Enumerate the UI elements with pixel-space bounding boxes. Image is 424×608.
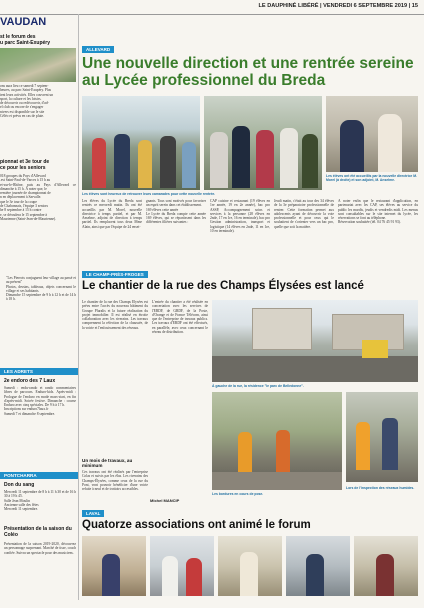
masthead-text: LE DAUPHINÉ LIBÉRÉ | VENDREDI 6 SEPTEMBRE 2019 | 15 [258,3,418,9]
article2-caption-right: Lors de l'inspection des réseaux humides. [346,486,415,490]
article1-body-col5: À noter enfin que le restaurant d'application, en partenariat avec les CAP, ses élèves au service du public les mardis, jeudis et vendredis midi. Les menus sont consultables sur le site internet du lycée, les réservations se font au téléphone. Réservation souhaitée (tél. 04 76 45 91 93). [338,199,418,225]
sidebar-pontcharra-title: Don du sang [4,482,35,488]
sidebar-presentation-text: Présentation de la saison 2019-2020, découvrez un personnage surprenant. Marché de tisse, coach confiée. Suivra un spectacle pour des musiciens. [4,542,76,555]
article3-tag: LAVAL [82,510,104,517]
article1-caption-right: Les élèves ont été accueillis par la nouvelle directrice M. Morel (à droite) et son adjoint, M. Anselme. [326,174,418,182]
article2-body-col1: Le chantier de la rue des Champs Élysées est prévu entre l'accès du nouveau bâtiment du Groupe Pluralis et la future réalisation du projet immobilier. Il est réalisé en étroite collaboration avec les riverains. Les travaux comprennent la réfection de la chaussée, de la voirie et l'enfouissement des réseaux. [82,300,148,330]
article1-photo-right [326,96,418,172]
article1-caption-left: Les élèves sont heureux de retrouver leurs camarades pour cette nouvelle rentrée. [82,192,216,196]
article2-body-col2: L'entrée du chantier a été réalisée en concertation avec les services de l'ERDF, de GRDF, de la Poste, d'Orange et de France Télécom, ainsi que de l'entreprise de travaux publics. Les travaux d'ERDF ont été effectués, en parallèle, avec ceux concernant le réseau de distribution. [152,300,208,335]
article2-photo-right [346,392,418,482]
section-label: VAUDAN [0,16,47,28]
sidebar-pontcharra-text: Mercredi 11 septembre de 8 h à 11 h 30 et de 16 h 30 à 19 h 45. Salle Jean Moulin Ancienne salle des fêtes Mercredi 11 septembre. [4,490,76,512]
article1-photo-middle [204,96,322,190]
sidebar-adrets-text: Samedi : endu-rando et rando commentaires libres de parcours. Enduro-kids. Après-midi : Prologue de l'enduro en mode mass-start, en fin d'après-midi. Soirée festive. Dimanche : course Enduro avec cinq spéciales. De 9 h à 17 h. Inscriptions sur enduro7laux.fr Samedi 7 et dimanche 8 septembre. [4,386,76,416]
article1-photo-left [82,96,200,190]
article2-subhead: Un mois de travaux, au minimum [82,458,133,469]
article3-photo-5 [354,536,418,596]
article3-photo-1 [82,536,146,596]
article3-photo-2 [150,536,214,596]
article2-tag: LE CHAMP-PRÈS-FROGES [82,271,148,278]
article1-tag: ALLEVARD [82,46,114,53]
article2-caption-top: À gauche de la rue, la résidence "le parc de Belledonne". [212,384,304,388]
article1-body-col2: gnants. Tous sont motivés pour favoriser un esprit serein dans cet établissement. 169 élèves cette année Le Lycée du Breda compte cette année 169 élèves, qui se répartissent dans les différentes filières suivantes : [146,199,206,225]
sidebar-photo [0,48,76,82]
article2-headline: Le chantier de la rue des Champs Élysées est lancé [82,280,364,292]
sidebar-quote-text: "Les Pierrots conjuguent leur village au passé et au présent" Photos, dessins, tableaux, objets concernant le village et ses habitants. Dimanche 15 septembre de 9 h à 12 h et de 14 h à 18 h. [6,276,76,302]
article1-body-col3: CAP cuisine et restaurant (19 élèves en 1re année, 19 en 2e année), bac pro ASSP, Accompagnement soins et services à la personne (28 élèves en 2nde, 17 en 1re, 16 en terminale), bac pro Gestion administration, transport et logistique (14 élèves en 2nde, 11 en 1re, 10 en terminale). [210,199,270,234]
sidebar-event-text: 018 groupes du Pays d'Allevard .est Saint-Paul-de-Varces à 15 h au et-sur-le-Rhône, puis au Pays d'Allevard ce dimanche à 15 h. À noter que, le remière journée de championnat de n en déplacement à Sarvalle. que le 3e tour de la coupe de Chabonnais, l'équipe 3 seniors he 8 septembre à 15 h contre e, se déroulera le 15 septembre à Maurienne (Saint-Jean-de-Maurienne). [0,174,76,221]
sidebar-presentation-title: Présentation de la saison du Coléo [4,526,72,538]
article3-headline: Quatorze associations ont animé le forum [82,519,311,531]
sidebar-section-pontcharra: PONTCHARRA [0,472,78,479]
article2-author: Michel MANCIP [150,498,180,503]
sidebar-adrets-title: 2e endoro des 7 Laux [4,378,56,384]
article1-headline: Une nouvelle direction et une rentrée sereine au Lycée professionnel du Breda [82,55,414,89]
sidebar-top-text: ons aura lieu ce samedi 7 septem- heures, au parc Saint-Exupéry. Plus ient leurs activités. Elles couvrent un sport, la culture et les loisirs. de découvrir ou redécouvrir, d'ad- el club ou encore de s'engager nivers est disponible sur le site Céléo et prévu en cas de pluie. [0,84,54,119]
article2-photo-top [212,300,418,382]
article1-body-col1: Les élèves du Lycée du Breda sont rentrés ce mercredi matin. Ils ont été accueillis par M. Morel, nouvelle directrice à temps partiel, et par M. Anselme, adjoint de direction à temps partiel. Ils remplacent tous deux Mme Alain, ainsi que par l'équipe de 24 ensei- [82,199,142,229]
sidebar [0,14,79,600]
article2-body-col3: Ces travaux ont été réalisés par l'entreprise Colas et suivis par les élus. Les riverains des Champs-Élysées, comme ceux de la rue du Pont, vont pouvoir bénéficier d'une voirie refaite à neuf et de trottoirs accessibles. [82,470,148,492]
article2-caption-mid: Les bordures en cours de pose. [212,492,264,496]
article2-photo-mid [212,392,342,490]
sidebar-event-title: pionnat et 3e tour de ce pour les seniors [0,159,50,171]
sidebar-section-adrets: LES ADRETS [0,368,78,375]
sidebar-top-title: st le forum des u parc Saint-Exupéry [0,34,51,46]
masthead-bar [0,0,424,15]
article1-body-col4: Jeudi matin, c'était au tour des 34 élèves de la 3e préparatoire professionnelle de rentrer. Cette formation permet aux adolescents ayant de découvrir la voie professionnelle et pour ceux qui le souhaitent de s'orienter vers un bac pro, quelle que soit la matière. [274,199,334,229]
article3-photo-3 [218,536,282,596]
article3-photo-4 [286,536,350,596]
